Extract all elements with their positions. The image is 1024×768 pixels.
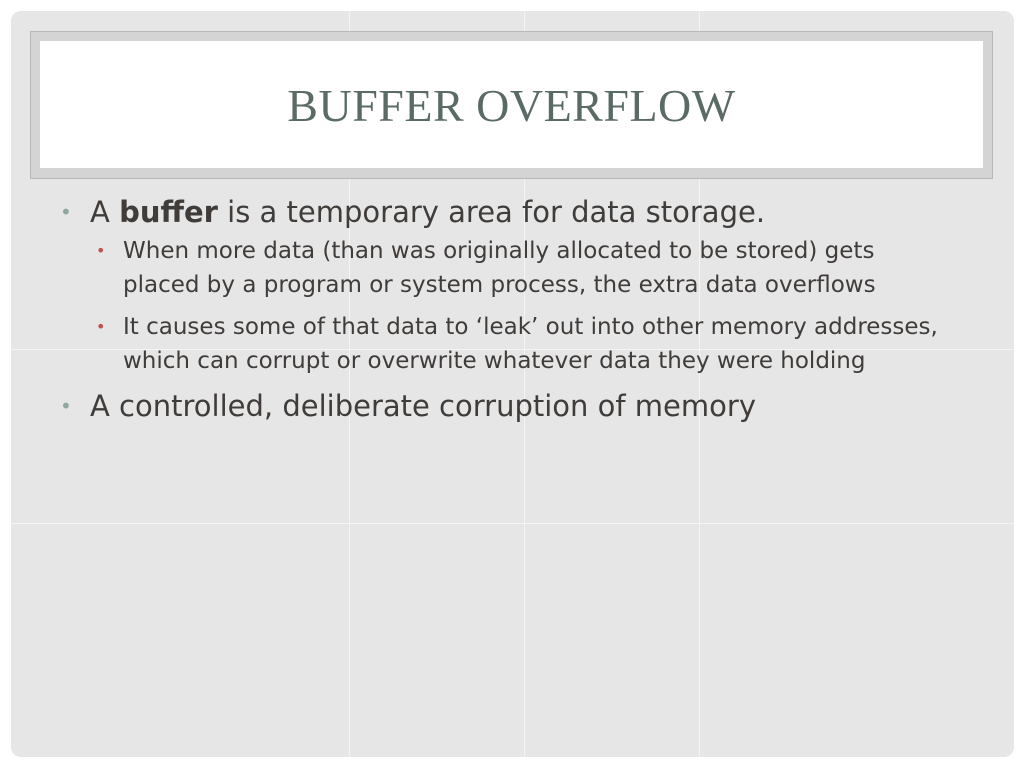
bullet-icon: •: [96, 241, 106, 260]
slide-title: BUFFER OVERFLOW: [287, 80, 736, 131]
title-box: [40, 41, 983, 168]
bullet-text: It causes some of that data to ‘leak’ out into other memory addresses, which can corrupt or overwrite whatever data they were holding: [123, 314, 938, 374]
bullet-level1: [60, 386, 960, 426]
bullet-level2: [60, 234, 953, 302]
bullet-icon: •: [60, 394, 72, 418]
bullet-icon: •: [60, 200, 72, 224]
title-frame: [30, 31, 993, 179]
bullet-level2: [60, 310, 953, 378]
bullet-text-prefix: A: [90, 195, 120, 229]
slide-body: [60, 192, 960, 428]
bullet-icon: •: [96, 317, 106, 336]
bullet-text: A controlled, deliberate corruption of memory: [90, 389, 756, 423]
bullet-text-bold: buffer: [119, 195, 218, 229]
bullet-text: When more data (than was originally allocated to be stored) gets placed by a program or system process, the extra data overflows: [123, 238, 876, 298]
bullet-text-suffix: is a temporary area for data storage.: [217, 195, 766, 229]
bullet-level1: [60, 192, 960, 232]
grid-line: [11, 523, 1014, 524]
